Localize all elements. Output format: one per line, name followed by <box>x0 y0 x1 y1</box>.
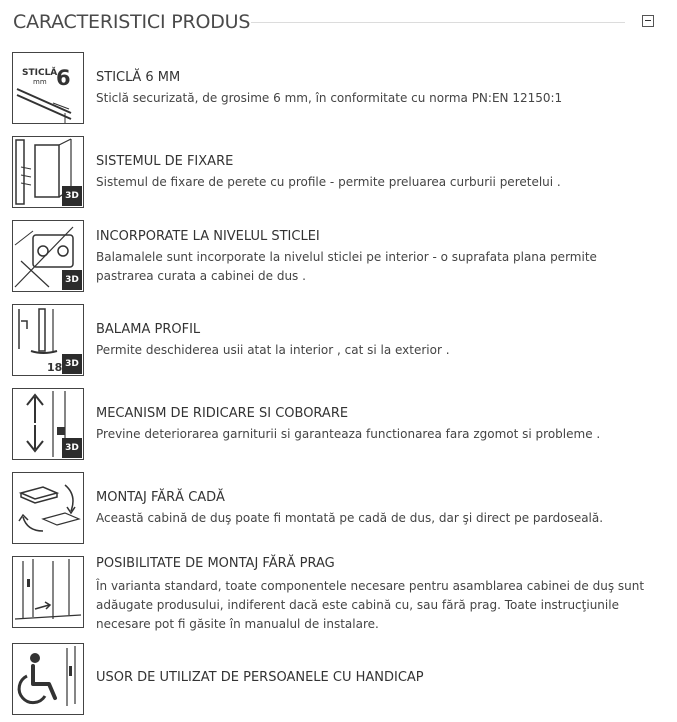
lift-mechanism-icon <box>12 388 84 460</box>
feature-title: POSIBILITATE DE MONTAJ FĂRĂ PRAG <box>96 556 335 571</box>
svg-text:STICLĂ: STICLĂ <box>22 68 58 78</box>
feature-title: MONTAJ FĂRĂ CADĂ <box>96 490 225 505</box>
no-tray-icon <box>12 472 84 544</box>
feature-description: În varianta standard, toate componentele necesare pentru asamblarea cabinei de duş sunt adăugate produsului, indiferent dacă este cabină cu, sau fără prag. Toate instrucţiunile necesare pot fi găsite în manualul de instalare. <box>96 579 645 631</box>
3d-badge: 3D <box>62 270 82 290</box>
section-header <box>13 11 663 37</box>
feature-title: INCORPORATE LA NIVELUL STICLEI <box>96 229 320 244</box>
hinge-flush-icon <box>12 220 84 292</box>
svg-text:mm: mm <box>33 78 47 86</box>
3d-badge: 3D <box>62 438 82 458</box>
svg-text:6: 6 <box>56 66 71 90</box>
feature-title: USOR DE UTILIZAT DE PERSOANELE CU HANDICAP <box>96 670 424 685</box>
feature-description: Sticlă securizată, de grosime 6 mm, în conformitate cu norma PN:EN 12150:1 <box>96 91 563 105</box>
feature-description: Permite deschiderea usii atat la interior , cat si la exterior . <box>96 343 450 357</box>
3d-badge: 3D <box>62 186 82 206</box>
accessibility-icon <box>12 643 84 715</box>
svg-text:18: 18 <box>47 361 63 374</box>
feature-description: Balamalele sunt incorporate la nivelul sticlei pe interior - o suprafata plana permite pastrarea curata a cabinei de dus . <box>96 250 597 283</box>
no-threshold-icon <box>12 556 84 628</box>
feature-description: Sistemul de fixare de perete cu profile - permite preluarea curburii peretelui . <box>96 175 561 189</box>
feature-title: STICLĂ 6 MM <box>96 70 181 85</box>
profile-hinge-icon <box>12 304 84 376</box>
header-divider <box>251 22 625 23</box>
glass-thickness-icon <box>12 52 84 124</box>
feature-title: SISTEMUL DE FIXARE <box>96 154 234 169</box>
section-title: CARACTERISTICI PRODUS <box>13 11 251 33</box>
3d-badge: 3D <box>62 354 82 374</box>
collapse-button[interactable] <box>642 15 654 27</box>
feature-description: Această cabină de duş poate fi montată pe cadă de dus, dar şi direct pe pardoseală. <box>96 511 604 525</box>
wall-fixing-icon <box>12 136 84 208</box>
feature-title: BALAMA PROFIL <box>96 322 201 337</box>
feature-title: MECANISM DE RIDICARE SI COBORARE <box>96 406 349 421</box>
feature-description: Previne deteriorarea garniturii si garanteaza functionarea fara zgomot si probleme . <box>96 427 601 441</box>
